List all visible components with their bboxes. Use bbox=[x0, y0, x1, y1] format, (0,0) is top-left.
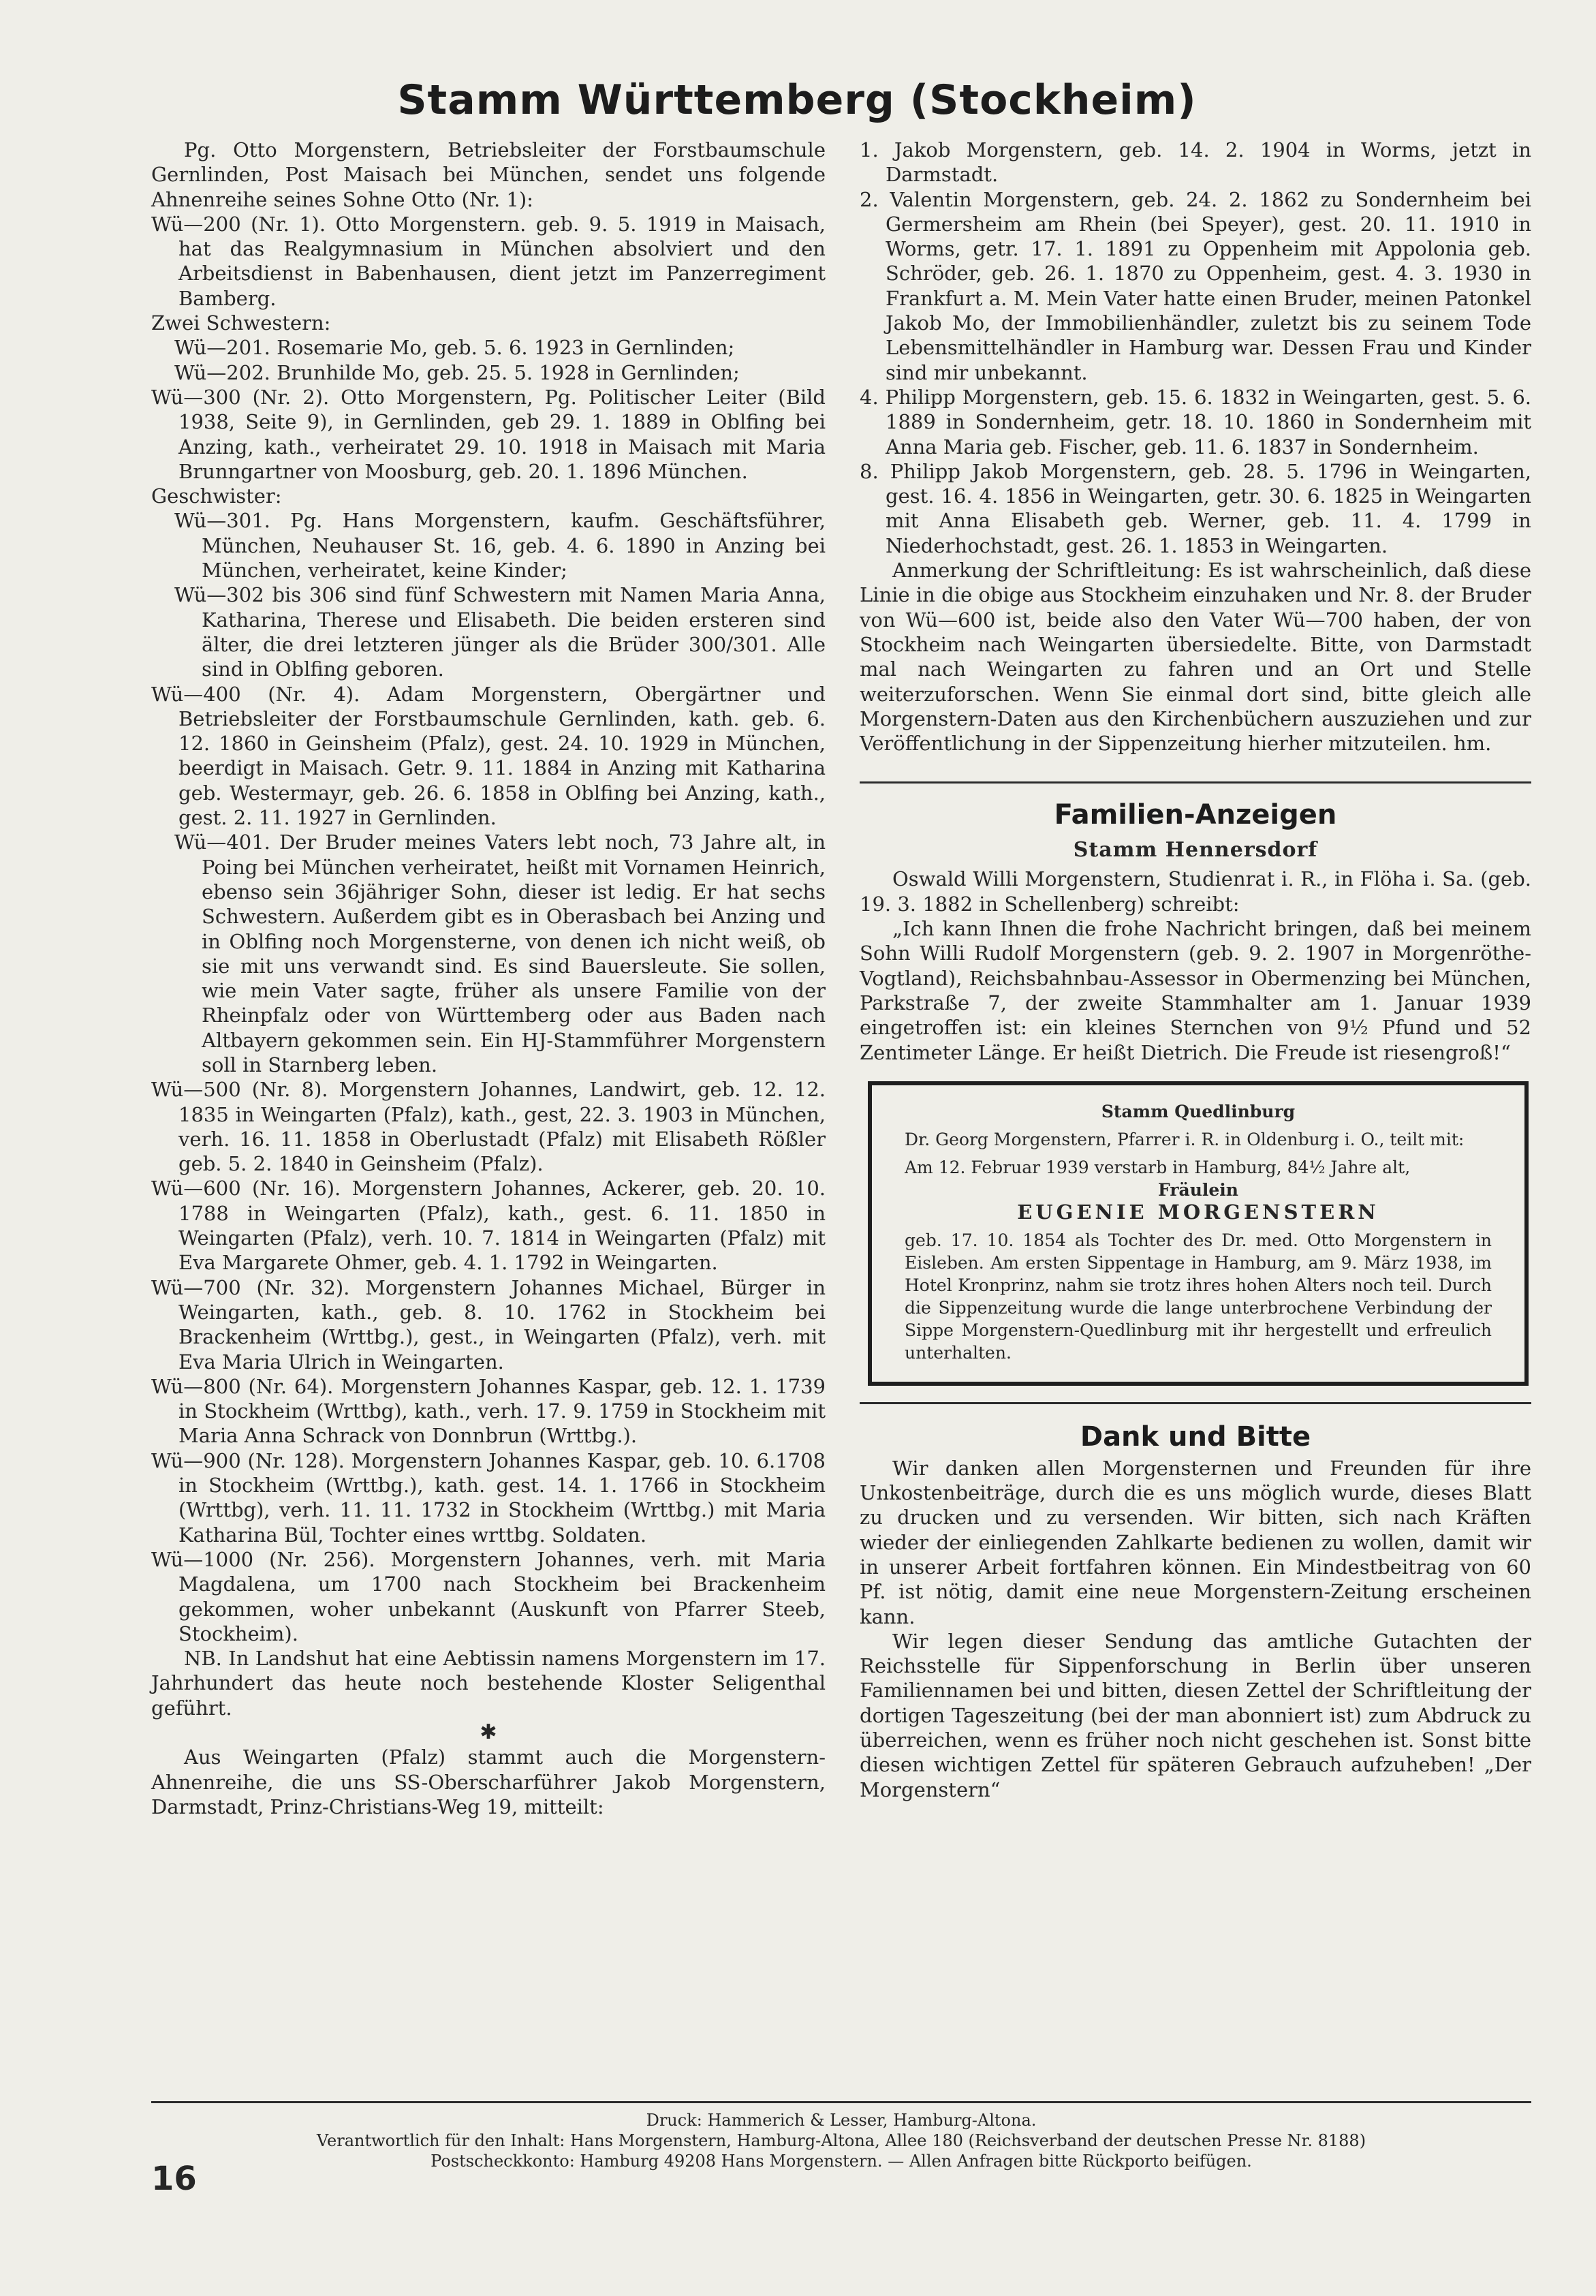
nota-bene-paragraph: NB. In Landshut hat eine Aebtissin namens Morgenstern im 17. Jahrhundert das heute noch bestehende Kloster Seligenthal geführt. bbox=[151, 1647, 826, 1720]
ancestor-entry: Wü—400 (Nr. 4). Adam Morgenstern, Obergärtner und Betriebsleiter der Forstbaumschule Gernlinden, kath. geb. 6. 12. 1860 in Geinsheim (Pfalz), gest. 24. 10. 1929 in München, beerdigt in Maisach. Getr. 9. 11. 1884 in Anzing mit Katharina geb. Westermayr, geb. 26. 6. 1858 in Oblfing bei Anzing, kath., gest. 2. 11. 1927 in Gernlinden. bbox=[151, 682, 826, 830]
notice-title: Fräulein bbox=[1158, 1179, 1238, 1200]
section-label: Geschwister: bbox=[151, 484, 282, 508]
sibling-entry: Wü—201. Rosemarie Mo, geb. 5. 6. 1923 in Gernlinden; bbox=[174, 336, 735, 360]
dank-paragraph: Wir danken allen Morgensternen und Freunden für ihre Unkostenbeiträge, durch die es uns möglich wurde, dieses Blatt zu drucken und zu versenden. Wir bitten, sich nach Kräften wieder der einliegenden Zahlkarte bedienen zu wollen, damit wir in unserer Arbeit fortfahren können. Ein Mindestbeitrag von 60 Pf. ist nötig, damit eine neue Morgenstern-Zeitung erscheinen kann. bbox=[860, 1456, 1531, 1628]
page-number: 16 bbox=[151, 2160, 197, 2198]
ancestor-entry: Wü—700 (Nr. 32). Morgenstern Johannes Michael, Bürger in Weingarten, kath., geb. 8. 10. 1762 in Stockheim bei Brackenheim (Wrttbg.), gest., in Weingarten (Pfalz), verh. mit Eva Maria Ulrich in Weingarten. bbox=[151, 1275, 826, 1374]
notice-line2: Am 12. Februar 1939 verstarb in Hamburg, 84½ Jahre alt, bbox=[905, 1157, 1411, 1177]
notice-body: geb. 17. 10. 1854 als Tochter des Dr. med. Otto Morgenstern in Eisleben. Am ersten Sippentage in Hamburg, am 9. März 1938, im Hotel Kronprinz, nahm sie trotz ihres hohen Alters noch teil. Durch die Sippenzeitung wurde die lange unterbrochene Verbindung der Sippe Morgenstern-Quedlinburg mit ihr hergestellt und erfreulich unterhalten. bbox=[905, 1230, 1492, 1363]
imprint-responsible: Verantwortlich für den Inhalt: Hans Morgenstern, Hamburg-Altona, Allee 180 (Reichsverband der deutschen Presse Nr. 8188) bbox=[316, 2131, 1366, 2150]
ancestor-entry: Wü—900 (Nr. 128). Morgenstern Johannes Kaspar, geb. 10. 6.1708 in Stockheim (Wrttbg.), kath. gest. 14. 1. 1766 in Stockheim (Wrttbg), verh. 11. 11. 1732 in Stockheim (Wrttbg.) mit Maria Katharina Bül, Tochter eines wrttbg. Soldaten. bbox=[151, 1448, 826, 1547]
obituary-notice bbox=[868, 1081, 1529, 1386]
notice-name: EUGENIE MORGENSTERN bbox=[1017, 1200, 1379, 1224]
familien-intro: Oswald Willi Morgenstern, Studienrat i. R., in Flöha i. Sa. (geb. 19. 3. 1882 in Schellenberg) schreibt: bbox=[860, 867, 1531, 916]
intro-paragraph: Pg. Otto Morgenstern, Betriebsleiter der Forstbaumschule Gernlinden, Post Maisach bei München, sendet uns folgende Ahnenreihe seines Sohne Otto (Nr. 1): bbox=[151, 138, 826, 211]
ancestor-entry: Wü—600 (Nr. 16). Morgenstern Johannes, Ackerer, geb. 20. 10. 1788 in Weingarten (Pfalz), kath., gest. 6. 11. 1850 in Weingarten (Pfalz), verh. 10. 7. 1814 in Weingarten (Pfalz) mit Eva Margarete Ohmer, geb. 4. 1. 1792 in Weingarten. bbox=[151, 1177, 826, 1275]
weingarten-intro: Aus Weingarten (Pfalz) stammt auch die Morgenstern-Ahnenreihe, die uns SS-Oberscharführer Jakob Morgenstern, Darmstadt, Prinz-Christians-Weg 19, mitteilt: bbox=[151, 1746, 826, 1818]
notice-stamm: Stamm Quedlinburg bbox=[1101, 1101, 1296, 1121]
right-column bbox=[860, 138, 1531, 1802]
ancestor-entry: Wü—1000 (Nr. 256). Morgenstern Johannes, verh. mit Maria Magdalena, um 1700 nach Stockheim bei Brackenheim gekommen, woher unbekannt (Auskunft von Pfarrer Steeb, Stockheim). bbox=[151, 1547, 826, 1645]
page-title: Stamm Württemberg (Stockheim) bbox=[397, 76, 1197, 124]
dank-heading: Dank und Bitte bbox=[1080, 1421, 1311, 1453]
editor-note: Anmerkung der Schriftleitung: Es ist wahrscheinlich, daß diese Linie in die obige aus Stockheim einzuhaken und Nr. 8. der Bruder von Wü—600 ist, beide also den Vater Wü—700 haben, der von Stockheim nach Weingarten übersiedelte. Bitte, von Darmstadt mal nach Weingarten zu fahren und an Ort und Stelle weiterzuforschen. Wenn Sie einmal dort sind, bitte gleich alle Morgenstern-Daten aus den Kirchenbüchern auszuziehen und zur Veröffentlichung in der Sippenzeitung hierher mitzuteilen. hm. bbox=[860, 559, 1531, 756]
familien-quote: „Ich kann Ihnen die frohe Nachricht bringen, daß bei meinem Sohn Willi Rudolf Morgenstern (geb. 9. 2. 1907 in Morgenröthe-Vogtland), Reichsbahnbau-Assessor in Obermenzing bei München, Parkstraße 7, der zweite Stammhalter am 1. Januar 1939 eingetroffen ist: ein kleines Sternchen von 9½ Pfund und 52 Zentimeter Länge. Er heißt Dietrich. Die Freude ist riesengroß!“ bbox=[860, 917, 1531, 1064]
ancestor-entry: Wü—200 (Nr. 1). Otto Morgenstern. geb. 9. 5. 1919 in Maisach, hat das Realgymnasium in München absolviert und den Arbeitsdienst in Babenhausen, dient jetzt im Panzerregiment Bamberg. bbox=[151, 212, 826, 310]
lineage-item: 2. Valentin Morgenstern, geb. 24. 2. 1862 zu Sondernheim bei Germersheim am Rhein (bei Speyer), gest. 20. 11. 1910 in Worms, getr. 17. 1. 1891 zu Oppenheim mit Appolonia geb. Schröder, geb. 26. 1. 1870 zu Oppenheim, gest. 4. 3. 1930 in Frankfurt a. M. Mein Vater hatte einen Bruder, meinen Patonkel Jakob Mo, der Immobilienhändler, zuletzt bis zu seinem Tode Lebensmittelhändler in Hamburg war. Dessen Frau und Kinder sind mir unbekannt. bbox=[860, 187, 1531, 384]
sibling-entry: Wü—302 bis 306 sind fünf Schwestern mit Namen Maria Anna, Katharina, Therese und Elisabeth. Die beiden ersteren sind älter, die drei letzteren jünger als die Brüder 300/301. Alle sind in Oblfing geboren. bbox=[174, 583, 826, 681]
imprint-footer bbox=[151, 2101, 1531, 2171]
ancestor-entry: Wü—500 (Nr. 8). Morgenstern Johannes, Landwirt, geb. 12. 12. 1835 in Weingarten (Pfalz), kath., gest, 22. 3. 1903 in München, verh. 16. 11. 1858 in Oberlustadt (Pfalz) mit Elisabeth Rößler geb. 5. 2. 1840 in Geinsheim (Pfalz). bbox=[151, 1078, 826, 1176]
lineage-item: 1. Jakob Morgenstern, geb. 14. 2. 1904 in Worms, jetzt in Darmstadt. bbox=[860, 138, 1531, 187]
lineage-item: 4. Philipp Morgenstern, geb. 15. 6. 1832 in Weingarten, gest. 5. 6. 1889 in Sondernheim, getr. 18. 10. 1860 in Sondernheim mit Anna Maria geb. Fischer, geb. 11. 6. 1837 in Sondernheim. bbox=[860, 385, 1531, 459]
imprint-account: Postscheckkonto: Hamburg 49208 Hans Morgenstern. — Allen Anfragen bitte Rückporto beifügen. bbox=[431, 2152, 1252, 2171]
ancestor-entry: Wü—300 (Nr. 2). Otto Morgenstern, Pg. Politischer Leiter (Bild 1938, Seite 9), in Gernlinden, geb 29. 1. 1889 in Oblfing bei Anzing, kath., verheiratet 29. 10. 1918 in Maisach mit Maria Brunngartner von Moosburg, geb. 20. 1. 1896 München. bbox=[151, 385, 826, 483]
relative-entry: Wü—401. Der Bruder meines Vaters lebt noch, 73 Jahre alt, in Poing bei München verheiratet, heißt mit Vornamen Heinrich, ebenso sein 36jähriger Sohn, dieser ist ledig. Er hat sechs Schwestern. Außerdem gibt es in Oberasbach bei Anzing und in Oblfing noch Morgensterne, von denen ich nicht weiß, ob sie mit uns verwandt sind. Es sind Bauersleute. Sie sollen, wie mein Vater sagte, früher als unsere Familie von der Rheinpfalz oder von Württemberg oder aus Baden nach Altbayern gekommen sein. Ein HJ-Stammführer Morgenstern soll in Starnberg leben. bbox=[174, 831, 826, 1076]
left-column bbox=[151, 138, 826, 1819]
divider bbox=[860, 1402, 1531, 1404]
imprint-printer: Druck: Hammerich & Lesser, Hamburg-Altona. bbox=[646, 2111, 1037, 2130]
sibling-entry: Wü—202. Brunhilde Mo, geb. 25. 5. 1928 in Gernlinden; bbox=[174, 360, 740, 384]
divider bbox=[860, 781, 1531, 784]
dank-paragraph: Wir legen dieser Sendung das amtliche Gutachten der Reichsstelle für Sippenforschung in Berlin über unseren Familiennamen bei und bitten, diesen Zettel der Schriftleitung der dortigen Tageszeitung (bei der man abonniert ist) zum Abdruck zu überreichen, wenn es früher noch nicht geschehen ist. Sonst bitte diesen wichtigen Zettel für späteren Gebrauch aufzuheben! „Der Morgenstern“ bbox=[860, 1629, 1531, 1801]
asterisk-separator: ✱ bbox=[480, 1720, 497, 1744]
lineage-item: 8. Philipp Jakob Morgenstern, geb. 28. 5. 1796 in Weingarten, gest. 16. 4. 1856 in Weingarten, getr. 30. 6. 1825 in Weingarten mit Anna Elisabeth geb. Werner, geb. 11. 4. 1799 in Niederhochstadt, gest. 26. 1. 1853 in Weingarten. bbox=[860, 459, 1531, 557]
notice-line1: Dr. Georg Morgenstern, Pfarrer i. R. in Oldenburg i. O., teilt mit: bbox=[905, 1129, 1465, 1149]
familien-heading: Familien-Anzeigen bbox=[1054, 799, 1337, 831]
familien-subheading: Stamm Hennersdorf bbox=[1073, 838, 1318, 863]
sibling-entry: Wü—301. Pg. Hans Morgenstern, kaufm. Geschäftsführer, München, Neuhauser St. 16, geb. 4. 6. 1890 in Anzing bei München, verheiratet, keine Kinder; bbox=[174, 509, 826, 583]
section-label: Zwei Schwestern: bbox=[151, 311, 331, 335]
ancestor-entry: Wü—800 (Nr. 64). Morgenstern Johannes Kaspar, geb. 12. 1. 1739 in Stockheim (Wrttbg), kath., verh. 17. 9. 1759 in Stockheim mit Maria Anna Schrack von Donnbrun (Wrttbg.). bbox=[151, 1374, 826, 1448]
